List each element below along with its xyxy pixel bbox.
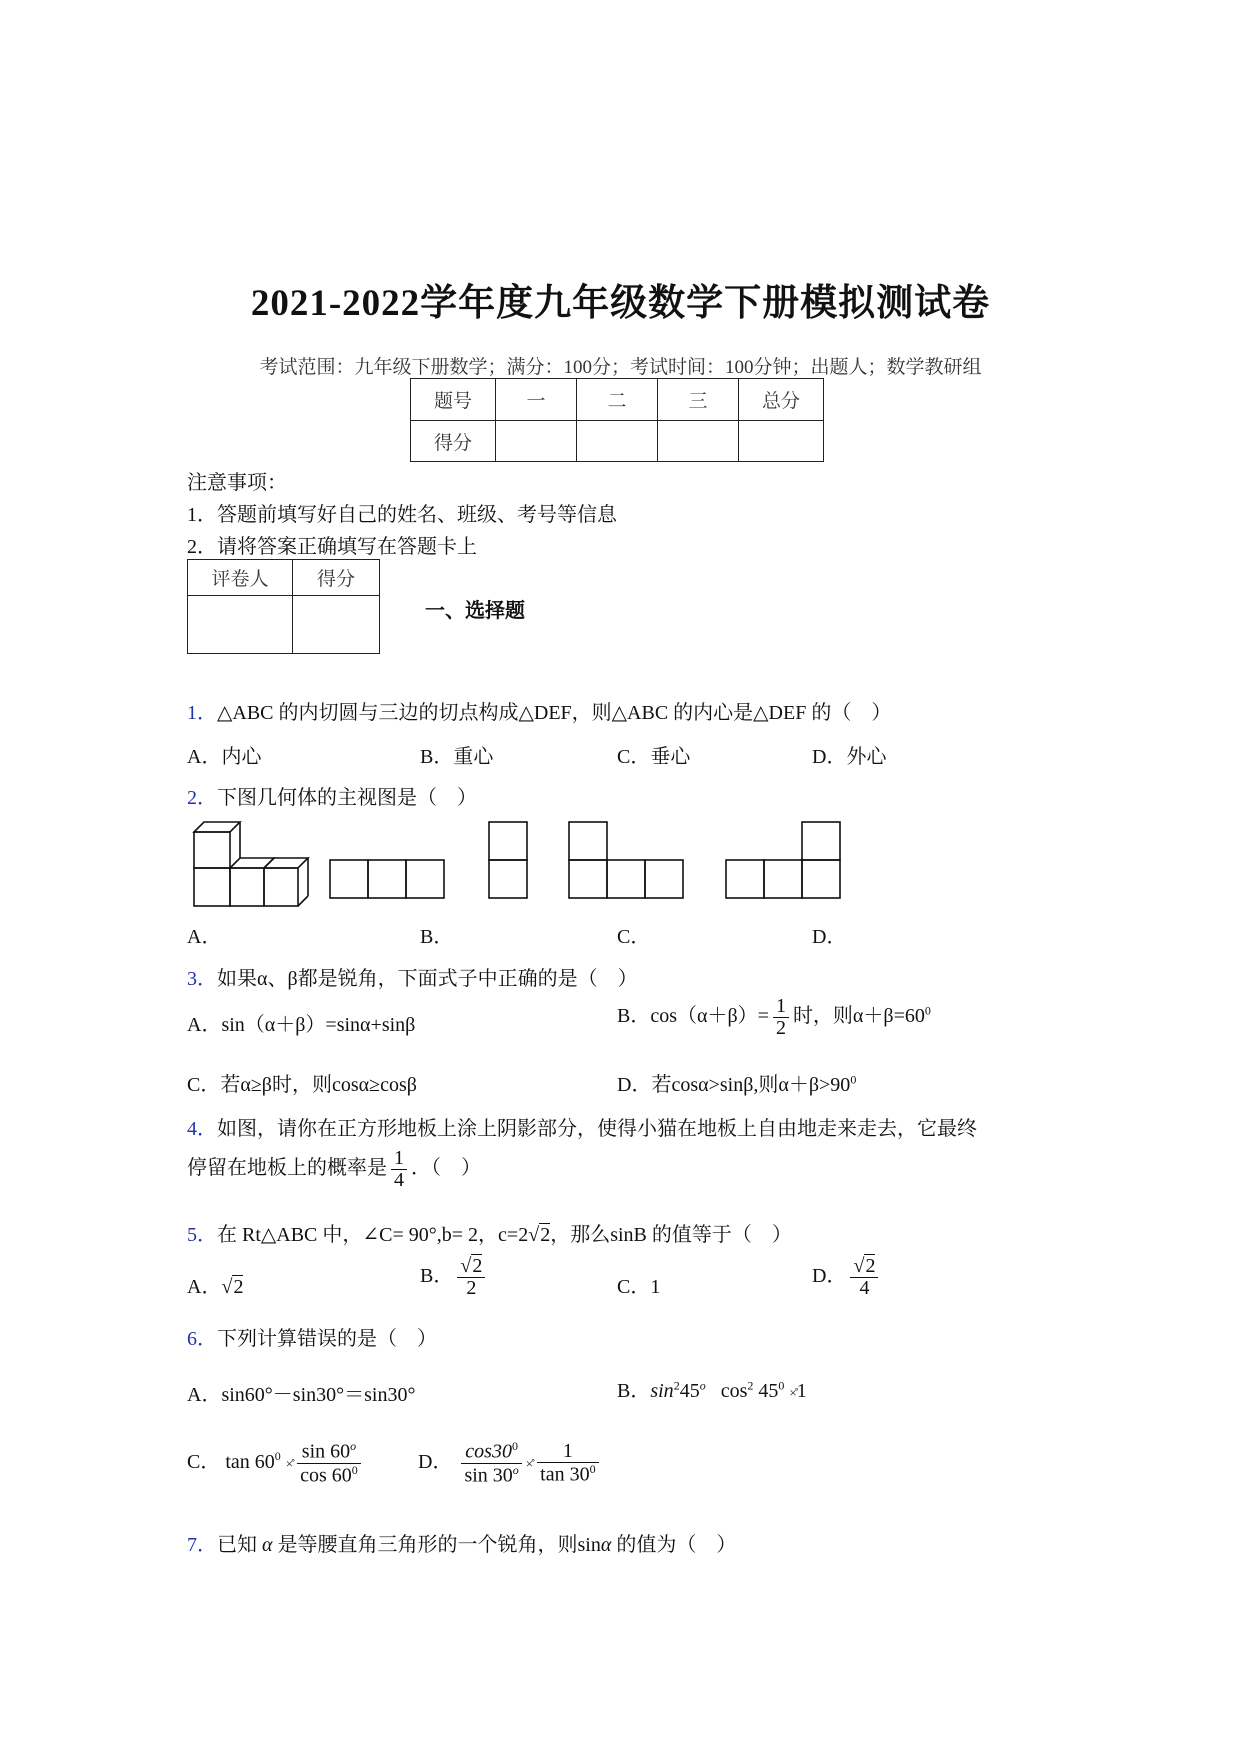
- fraction: $\frac{√2}{2}$: [457, 1256, 485, 1299]
- score-table-row-label: 得分: [411, 421, 496, 462]
- fraction: $\frac{1}{2}$: [773, 996, 789, 1039]
- q2-option-b[interactable]: B．: [420, 926, 454, 948]
- score-table: [410, 378, 824, 462]
- grader-cell[interactable]: [188, 596, 293, 654]
- option-d-figure: [724, 818, 844, 902]
- question-number: 2．: [187, 787, 217, 809]
- q6-option-a[interactable]: A．sin60°－sin30°＝sin30°: [187, 1384, 416, 1406]
- question-number: 7．: [187, 1534, 217, 1556]
- grader-cell[interactable]: [293, 596, 380, 654]
- q3-option-c[interactable]: C．若α≥β时，则cosα≥cosβ: [187, 1074, 417, 1096]
- q2-option-c[interactable]: C．: [617, 926, 651, 948]
- q3-b-text: B．cos（α＋β）=: [617, 1005, 769, 1028]
- score-table-header: 一: [496, 379, 577, 421]
- exam-info: 考试范围：九年级下册数学；满分：100分；考试时间：100分钟；出题人；数学教研组: [259, 357, 982, 378]
- question-text: △ABC 的内切圆与三边的切点构成△DEF，则△ABC 的内心是△DEF 的（ ）: [217, 702, 892, 724]
- fraction: $\frac{\sin 60^o}{\cos 60^0}$: [297, 1440, 361, 1486]
- notes-heading: 注意事项：: [187, 472, 287, 494]
- grader-col: 得分: [293, 560, 380, 596]
- score-table-header: 二: [577, 379, 658, 421]
- q5-option-a[interactable]: A．√2: [187, 1276, 244, 1298]
- section-title: 一、选择题: [425, 600, 525, 622]
- question-4-line2: 停留在地板上的概率是 $\frac{1}{4}$ ．（ ）: [187, 1147, 481, 1191]
- fraction: $\frac{√2}{4}$: [850, 1256, 878, 1299]
- question-number: 4．: [187, 1118, 217, 1140]
- question-4: 4．如图，请你在正方形地板上涂上阴影部分，使得小猫在地板上自由地走来走去，它最终: [187, 1118, 977, 1140]
- question-text: 下图几何体的主视图是（ ）: [217, 787, 477, 809]
- question-text: 如果α、β都是锐角，下面式子中正确的是（ ）: [217, 968, 638, 990]
- q1-option-a[interactable]: A．内心: [187, 746, 262, 768]
- question-number: 5．: [187, 1224, 217, 1246]
- question-number: 1．: [187, 702, 217, 724]
- score-cell[interactable]: [496, 421, 577, 462]
- question-3: [187, 962, 638, 991]
- question-1: [187, 696, 891, 725]
- q5-option-b[interactable]: B． $\frac{√2}{2}$: [420, 1256, 489, 1299]
- q6-option-c[interactable]: C． $\tan 60^0$ ×̊ $\frac{\sin 60^o}{\cos 60^0}$: [187, 1440, 365, 1486]
- notes-item: 1．答题前填写好自己的姓名、班级、考号等信息: [187, 504, 617, 526]
- q2-option-a[interactable]: A．: [187, 926, 222, 948]
- option-c-figure-2: [567, 818, 687, 902]
- q1-option-c[interactable]: C．垂心: [617, 746, 691, 768]
- question-6: 6．下列计算错误的是（ ）: [187, 1328, 437, 1350]
- question-7: 7．已知 α 是等腰直角三角形的一个锐角，则sinα 的值为（ ）: [187, 1534, 737, 1556]
- fraction: $\frac{1}{4}$: [391, 1148, 407, 1191]
- score-table-header: 三: [658, 379, 739, 421]
- q5-option-d[interactable]: D． $\frac{√2}{4}$: [812, 1256, 882, 1299]
- question-5: 5．在 Rt△ABC 中，∠C= 90°,b= 2，c=2√2，那么sinB 的值等于（ ）: [187, 1224, 792, 1246]
- q3-option-b[interactable]: B．cos（α＋β）= $\frac{1}{2}$ 时，则$\alpha+\beta=60^0$: [617, 995, 931, 1039]
- q5-option-c[interactable]: C．1: [617, 1276, 661, 1298]
- score-cell[interactable]: [577, 421, 658, 462]
- score-table-header: 总分: [739, 379, 824, 421]
- isometric-cube-figure: [190, 818, 320, 908]
- q6-option-d[interactable]: D． $\frac{\cos 30^0}{\sin 30^o}$ ×̊ $\frac{1}{\tan 30^0}$: [418, 1440, 603, 1486]
- q3-option-a[interactable]: A．sin（α＋β）=sinα+sinβ: [187, 1014, 416, 1036]
- grader-col: 评卷人: [188, 560, 293, 596]
- q1-option-b[interactable]: B．重心: [420, 746, 494, 768]
- question-number: 6．: [187, 1328, 217, 1350]
- score-table-header: 题号: [411, 379, 496, 421]
- fraction: $\frac{1}{\tan 30^0}$: [537, 1441, 598, 1486]
- q3-option-d[interactable]: D．若cosα>sinβ,则$\alpha+\beta>90^0$: [617, 1072, 857, 1096]
- notes-item: 2．请将答案正确填写在答题卡上: [187, 536, 477, 558]
- page-title: 2021-2022学年度九年级数学下册模拟测试卷: [250, 283, 991, 324]
- fraction: $\frac{\cos 30^0}{\sin 30^o}$: [461, 1440, 521, 1486]
- score-cell[interactable]: [658, 421, 739, 462]
- grader-table: [187, 559, 380, 654]
- question-2: [187, 781, 477, 810]
- question-number: 3．: [187, 968, 217, 990]
- q1-option-d[interactable]: D．外心: [812, 746, 887, 768]
- score-cell[interactable]: [739, 421, 824, 462]
- q2-option-d[interactable]: D．: [812, 926, 847, 948]
- option-c-figure: [487, 818, 529, 902]
- option-b-figure: [328, 856, 448, 902]
- q6-option-b[interactable]: B．$\sin^245^o$ $\cos^2 45^0$ ×̊1: [617, 1378, 807, 1402]
